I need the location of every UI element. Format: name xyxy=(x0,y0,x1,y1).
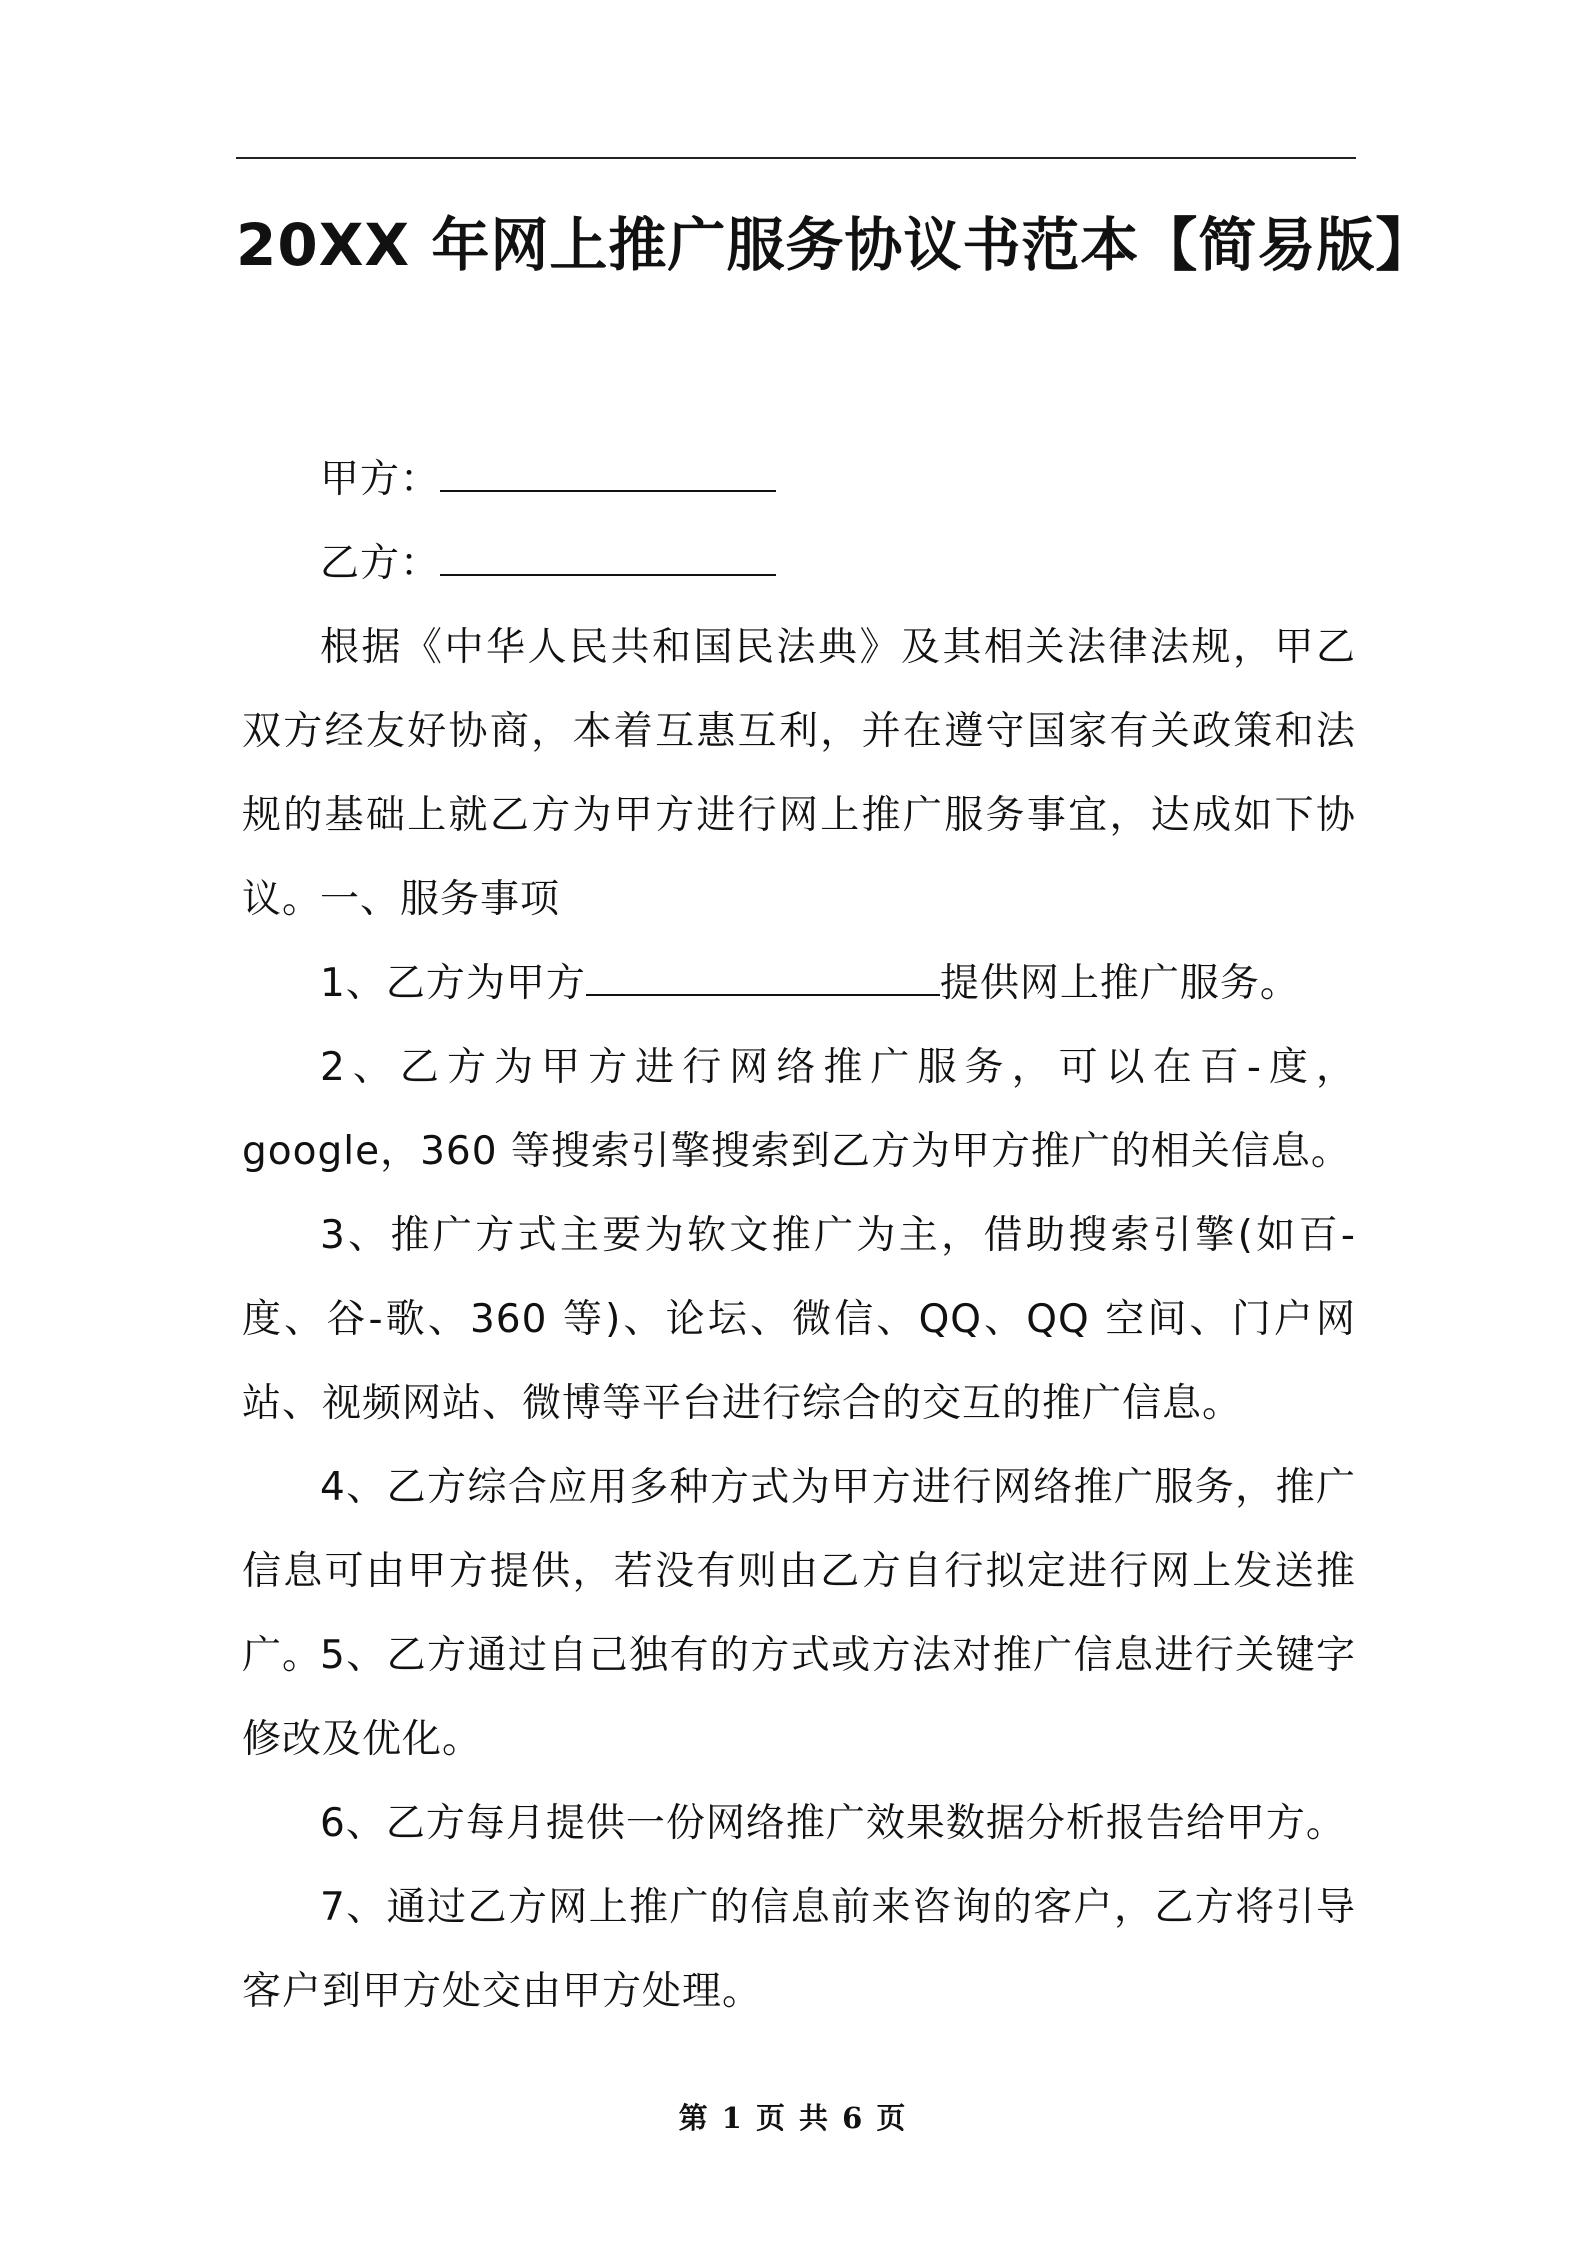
page-number: 第 1 页 共 6 页 xyxy=(678,2101,908,2135)
item-5: 5、乙方通过自己独有的方式或方法对推广信息进行关键字修改及优化。 xyxy=(242,1633,1356,1762)
item-1-blank xyxy=(586,964,940,996)
header-rule xyxy=(236,157,1356,159)
party-b-blank xyxy=(440,544,776,576)
party-a-label: 甲方： xyxy=(320,457,441,502)
document-title: 20XX 年网上推广服务协议书范本【简易版】 xyxy=(236,211,1435,279)
item-1-prefix: 1、乙方为甲方 xyxy=(320,961,586,1006)
item-7: 7、通过乙方网上推广的信息前来咨询的客户，乙方将引导客户到甲方处交由甲方处理。 xyxy=(242,1885,1356,2014)
item-1 xyxy=(242,942,1356,1026)
intro-paragraph: 根据《中华人民共和国民法典》及其相关法律法规，甲乙双方经友好协商，本着互惠互利，并在遵守国家有关政策和法规的基础上就乙方为甲方进行网上推广服务事宜，达成如下协议。 xyxy=(242,625,1356,922)
item-6: 6、乙方每月提供一份网络推广效果数据分析报告给甲方。 xyxy=(320,1801,1346,1846)
party-a-line xyxy=(242,438,1356,522)
section-heading: 一、服务事项 xyxy=(320,877,561,922)
party-a-blank xyxy=(440,460,776,492)
item-3: 3、推广方式主要为软文推广为主，借助搜索引擎(如百-度、谷-歌、360 等)、论坛、微信、QQ、QQ 空间、门户网站、视频网站、微博等平台进行综合的交互的推广信息。 xyxy=(242,1213,1356,1426)
item-2: 2、乙方为甲方进行网络推广服务，可以在百-度，google，360 等搜索引擎搜索到乙方为甲方推广的相关信息。 xyxy=(242,1045,1356,1174)
item-1-suffix: 提供网上推广服务。 xyxy=(939,961,1300,1006)
party-b-label: 乙方： xyxy=(320,541,441,586)
party-b-line xyxy=(242,522,1356,606)
item-4: 4、乙方综合应用多种方式为甲方进行网络推广服务，推广信息可由甲方提供，若没有则由乙方自行拟定进行网上发送推广。 xyxy=(242,1465,1356,1678)
